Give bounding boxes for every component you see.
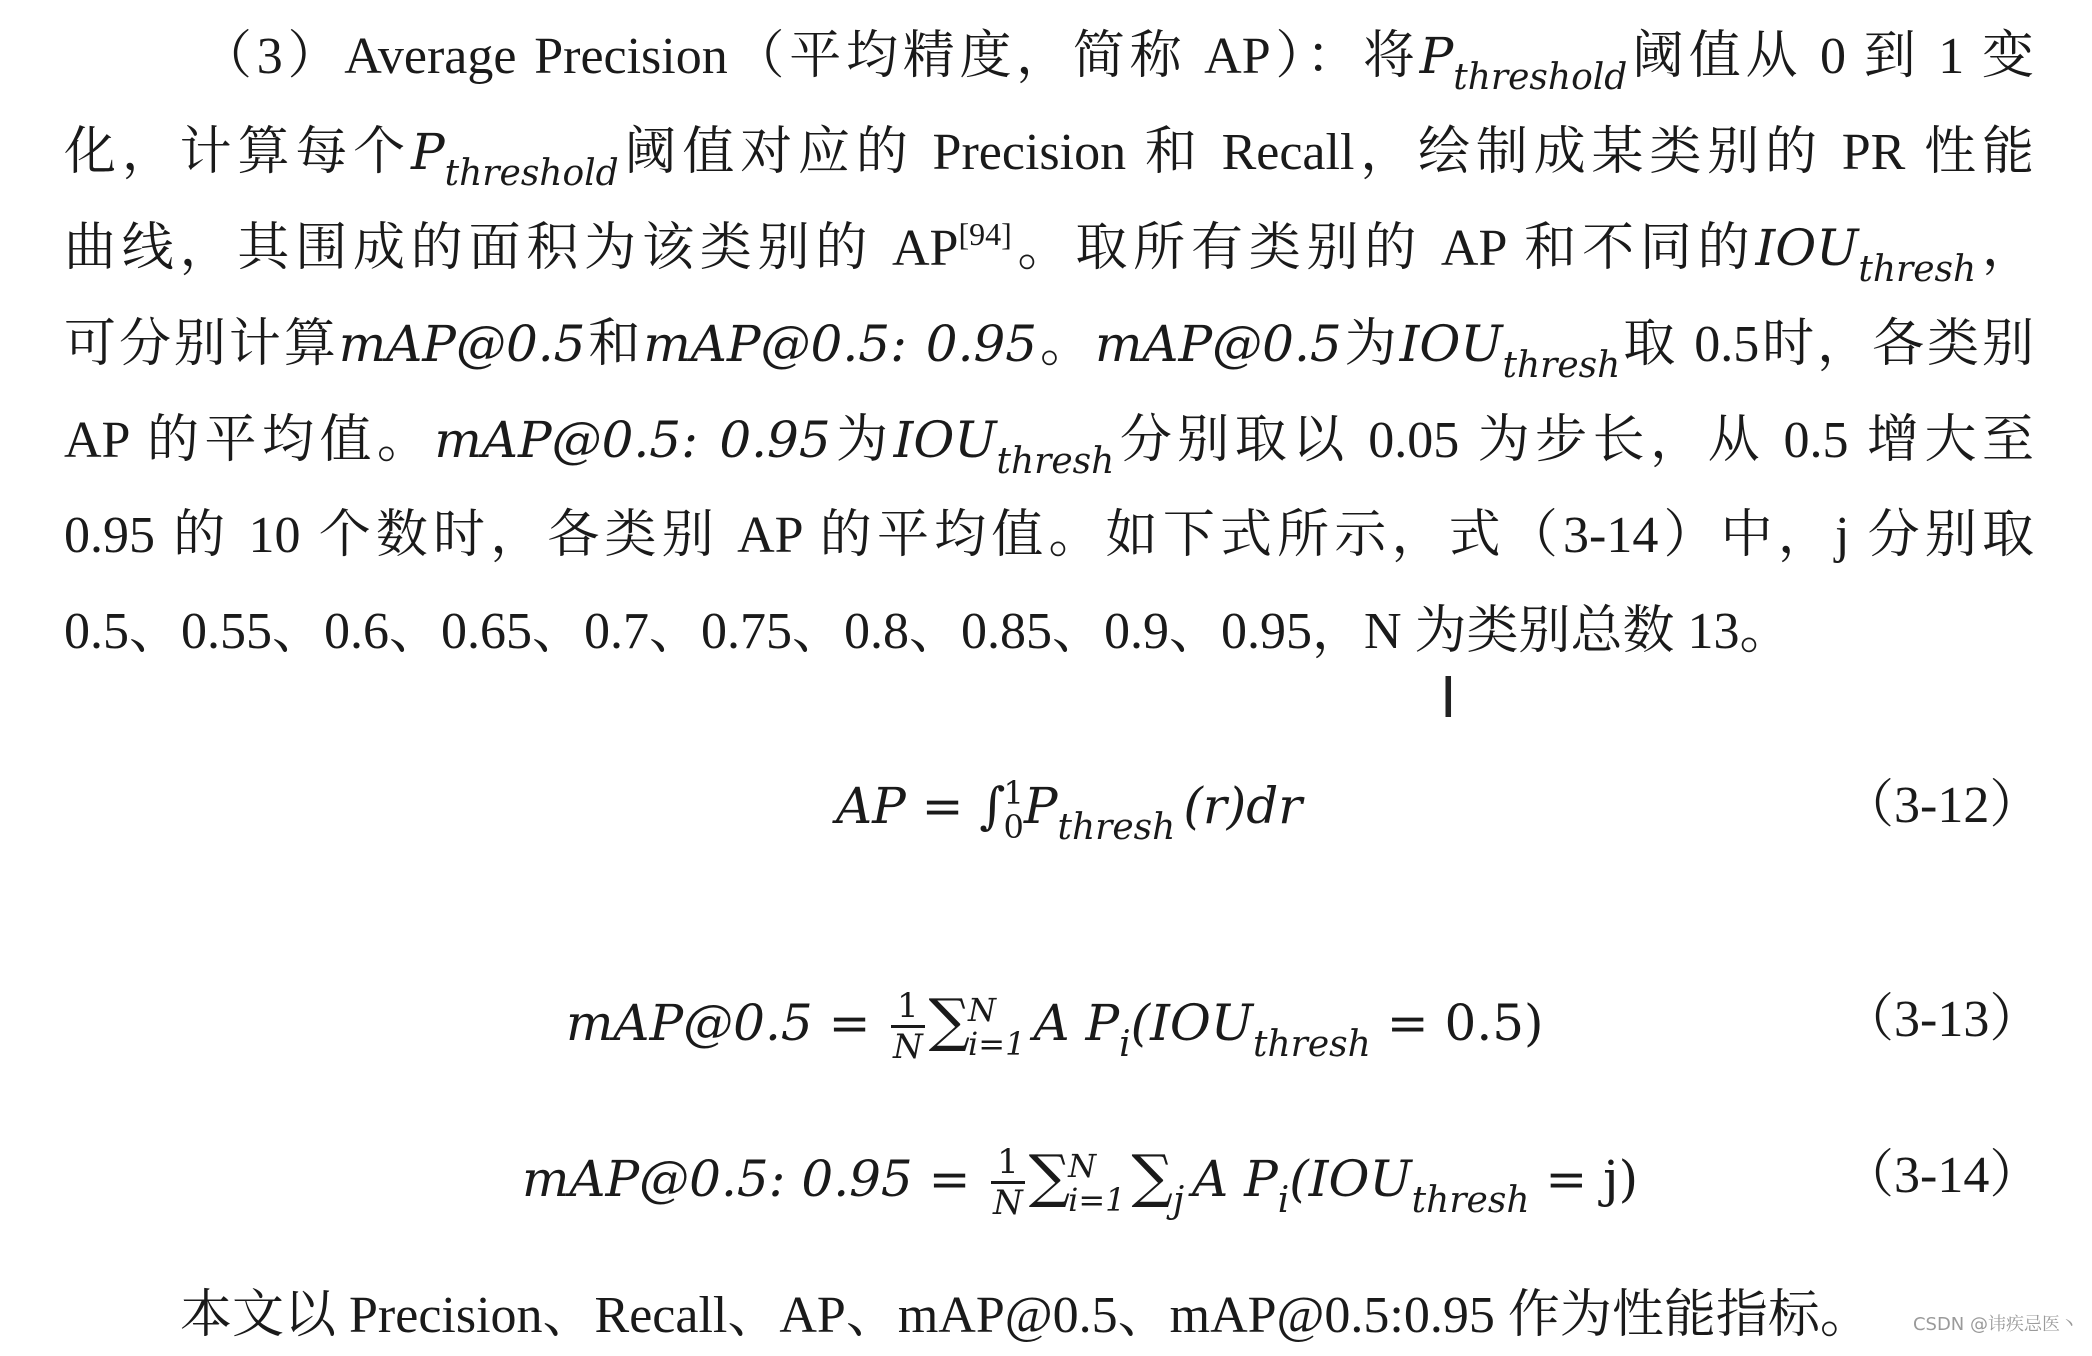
lower-limit: i=1 — [1068, 1180, 1126, 1219]
sum-icon: ∑ — [928, 986, 971, 1054]
math-map0595: mAP@0.5: 0.95 — [434, 411, 831, 469]
closing-sentence — [180, 1276, 2040, 1356]
eq-body: A P — [1192, 1150, 1278, 1208]
math-P: P — [411, 123, 445, 181]
math-subscript: thresh — [1858, 249, 1977, 290]
fraction — [891, 987, 925, 1066]
eq-open: (IOU — [1130, 994, 1254, 1052]
math-IOU: IOU — [893, 411, 997, 469]
sum-limits — [1068, 1146, 1126, 1219]
lower-limit: 0 — [1003, 807, 1024, 846]
paragraph-line-4 — [64, 304, 2034, 390]
text-span: 为 — [1341, 316, 1400, 373]
paragraph-line-6 — [64, 496, 2034, 576]
equation-number: （3-12） — [1842, 777, 2042, 834]
text-span: AP 的平均值。 — [64, 412, 435, 469]
text-span: 曲线，其围成的面积为该类别的 AP — [64, 220, 959, 277]
text-span: 。取所有类别的 AP 和不同的 — [1011, 220, 1756, 277]
math-subscript: thresh — [996, 441, 1115, 482]
denominator: N — [892, 1027, 923, 1067]
sum-icon: ∑ — [1028, 1142, 1071, 1210]
text-span: 阈值从 0 到 1 变 — [1627, 28, 2034, 85]
integral-limits — [1003, 773, 1024, 846]
eq-subscript: thresh — [1411, 1180, 1530, 1221]
paragraph-line-3 — [64, 208, 2034, 294]
math-map0595: mAP@0.5: 0.95 — [643, 315, 1038, 373]
text-span: 取 0.5时，各类别 — [1620, 316, 2034, 373]
math-map05: mAP@0.5 — [338, 315, 586, 373]
eq-subscript: i — [1119, 1024, 1131, 1065]
eq-lhs: mAP@0.5 = — [566, 994, 871, 1052]
eq-body: A P — [1033, 994, 1120, 1052]
numerator: 1 — [891, 987, 925, 1028]
text-span: ， — [1976, 220, 2034, 277]
math-IOU: IOU — [1399, 315, 1503, 373]
equation-number: （3-14） — [1842, 1147, 2042, 1204]
eq-rest: (r)dr — [1183, 777, 1303, 835]
eq-close: = 0.5) — [1370, 994, 1544, 1052]
text-span: 阈值对应的 Precision 和 Recall，绘制成某类别的 PR 性能 — [618, 124, 2034, 181]
text-span: 本文以 Precision、Recall、AP、mAP@0.5、mAP@0.5:0.95 作为性能指标。 — [180, 1287, 1872, 1344]
math-subscript: threshold — [444, 153, 619, 194]
eq-P: P — [1023, 777, 1058, 835]
text-span: 和 — [585, 316, 644, 373]
equation-body — [566, 980, 1544, 1069]
paragraph-line-7 — [64, 592, 2034, 672]
text-span: （3）Average Precision（平均精度，简称 AP）：将 — [200, 28, 1420, 85]
upper-limit: 1 — [1003, 773, 1024, 812]
sum-limits — [968, 990, 1026, 1063]
math-map05: mAP@0.5 — [1095, 315, 1342, 373]
text-span: 。 — [1037, 316, 1096, 373]
text-cursor-icon: I — [1440, 666, 1457, 731]
paragraph-line-1 — [200, 16, 2034, 102]
eq-subscript: j — [1172, 1180, 1185, 1221]
text-span: 0.5、0.55、0.6、0.65、0.7、0.75、0.8、0.85、0.9、0.95，N 为类别总数 13。 — [64, 603, 1792, 660]
math-P: P — [1419, 27, 1454, 85]
eq-subscript: thresh — [1253, 1024, 1371, 1065]
watermark: CSDN @讳疾忌医丶 — [1912, 1314, 2078, 1335]
text-span: 0.95 的 10 个数时，各类别 AP 的平均值。如下式所示，式（3-14）中，j 分别取 — [64, 507, 2034, 564]
text-span: 化，计算每个 — [64, 124, 411, 181]
fraction — [991, 1143, 1025, 1222]
eq-lhs: AP = ∫ — [836, 777, 1006, 835]
lower-limit: i=1 — [968, 1024, 1026, 1063]
math-subscript: threshold — [1453, 57, 1628, 98]
eq-close: = j) — [1529, 1150, 1639, 1208]
equation-number: （3-13） — [1842, 991, 2042, 1048]
equation-body — [836, 766, 1302, 852]
denominator: N — [993, 1183, 1023, 1223]
paragraph-line-2 — [64, 112, 2034, 198]
equation-body — [522, 1136, 1638, 1225]
eq-open: (IOU — [1289, 1150, 1412, 1208]
upper-limit: N — [968, 990, 997, 1029]
math-IOU: IOU — [1755, 219, 1859, 277]
paragraph-line-5 — [64, 400, 2034, 486]
eq-lhs: mAP@0.5: 0.95 = — [522, 1150, 971, 1208]
sum-icon: ∑ — [1131, 1142, 1173, 1210]
eq-subscript: i — [1277, 1180, 1290, 1221]
eq-subscript: thresh — [1057, 807, 1176, 848]
text-span: 为 — [830, 412, 894, 469]
upper-limit: N — [1068, 1146, 1097, 1185]
text-span: 可分别计算 — [64, 316, 339, 373]
math-subscript: thresh — [1502, 345, 1621, 386]
text-span: 分别取以 0.05 为步长，从 0.5 增大至 — [1114, 412, 2034, 469]
numerator: 1 — [991, 1143, 1025, 1184]
citation-ref: [94] — [958, 216, 1012, 252]
